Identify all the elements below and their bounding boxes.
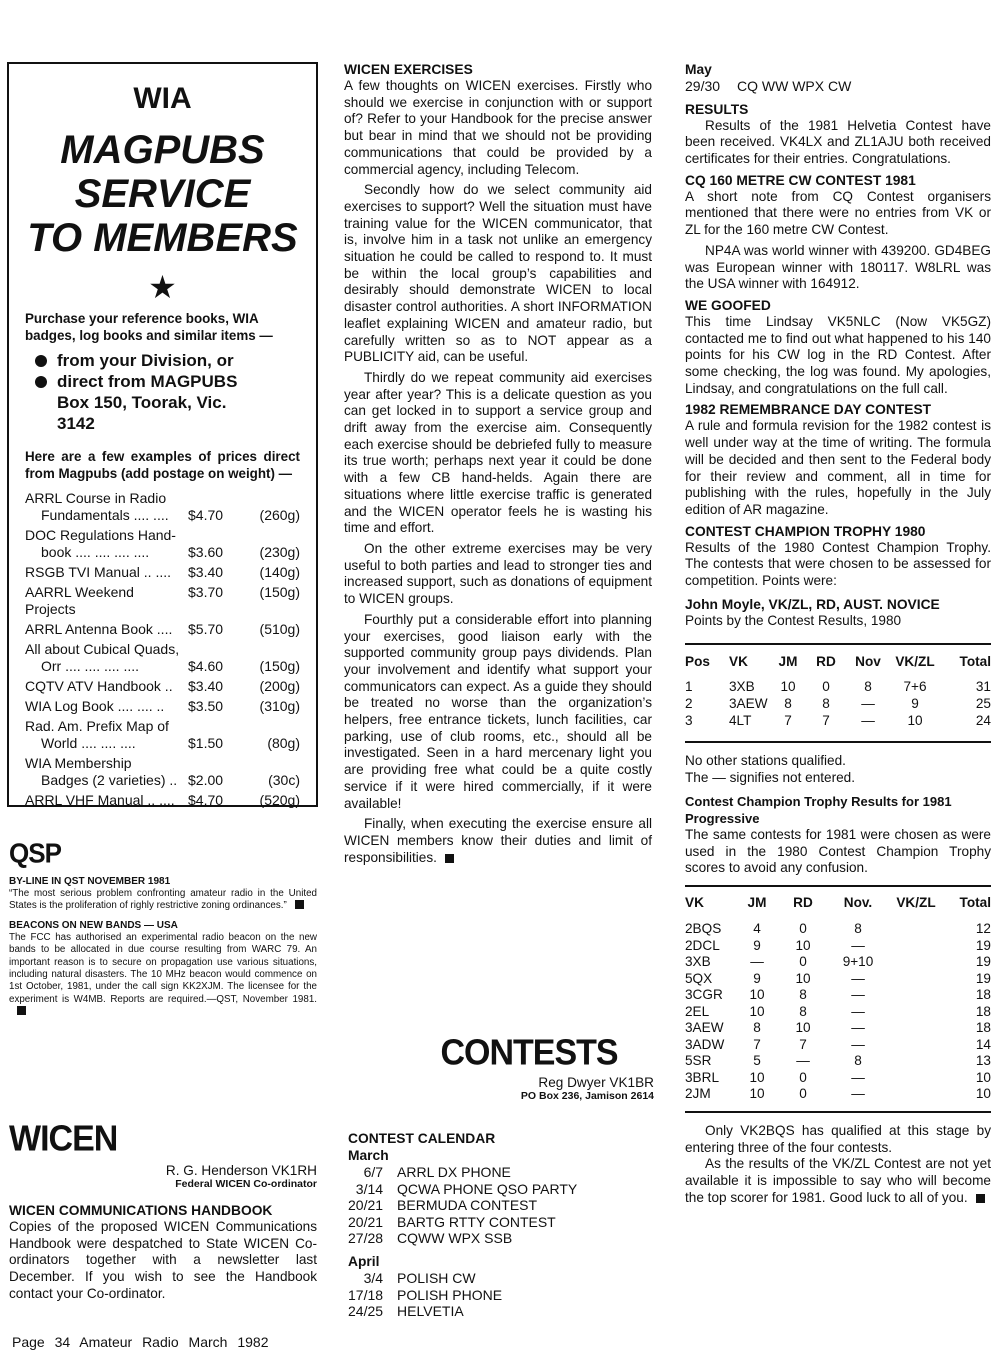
contest-calendar (348, 1130, 653, 1320)
table-cell: 8 (753, 1020, 761, 1036)
exercises-para: Finally, when executing the exercise ensure all WICEN members know their duties and limit of responsibilities. (344, 816, 652, 865)
calendar-date: 29/30 (685, 78, 721, 94)
column-header: Total (959, 894, 991, 910)
price-item (25, 792, 300, 812)
exercises-para: Fourthly put a considerable effort into planning your exercises, good liaison early with the supported community group pays dividends. Plan your involvement and identify what support your communicators can expect. As a guide they should be treated no worse than the organization’s helpers, free entrance tickets, lunch facilities, car parking, use of club rooms, etc., should all be investigated. Seen in a hard mercenary light you are providing free what could be a quite costly service if it were hired commercially, if it were available! (344, 611, 652, 811)
table-row (685, 921, 991, 938)
table-cell: 18 (975, 987, 991, 1003)
advert-title-1: MAGPUBS (60, 128, 265, 172)
calendar-row (348, 1303, 502, 1320)
table-cell (887, 1037, 945, 1054)
table-row (685, 712, 991, 729)
contests-logo: CONTESTS (440, 1033, 618, 1073)
table-cell (887, 1004, 945, 1021)
table-cell (887, 971, 945, 988)
price-value: $3.40 (188, 678, 224, 694)
table-cell: 14 (975, 1036, 991, 1052)
table-cell (887, 987, 945, 1004)
calendar-event: BERMUDA CONTEST (397, 1197, 538, 1214)
table-cell: 8 (854, 921, 862, 937)
table-cell: — (851, 987, 865, 1003)
advert-wia: WIA (133, 82, 192, 115)
price-item-name: Orr .... .... .... .... (41, 658, 140, 674)
advert-bullet: from your Division, or (35, 350, 300, 371)
contests-address: PO Box 236, Jamison 2614 (520, 1090, 654, 1102)
price-item-name: All about Cubical Quads, (25, 641, 180, 657)
table-cell: — (851, 1086, 865, 1102)
exercises-para: On the other extreme exercises may be very useful to both parties and lead to stronger ties and increased support, such as donations of equipment to WICEN groups. (344, 540, 652, 607)
results-heading: RESULTS (685, 101, 749, 117)
price-item (25, 641, 300, 678)
cq160-heading: CQ 160 METRE CW CONTEST 1981 (685, 172, 916, 188)
calendar-date: 3/4 (363, 1269, 384, 1286)
table-cell: 0 (799, 921, 807, 937)
star-icon: ★ (148, 269, 177, 305)
table-cell: 18 (975, 1020, 991, 1036)
table-cell: 3AEW (685, 1020, 724, 1036)
table-cell: 2 (685, 696, 693, 712)
handbook-heading: WICEN COMMUNICATIONS HANDBOOK (9, 1203, 273, 1218)
calendar-event: QCWA PHONE QSO PARTY (397, 1180, 578, 1197)
advert-intro: Purchase your reference books, WIA badges, log books and similar items — (25, 311, 273, 343)
price-list (25, 490, 300, 812)
price-value: $3.40 (188, 564, 224, 580)
end-text-1: Only VK2BQS has qualified at this stage by entering three of the four contests. (685, 1122, 991, 1155)
cq160-text-2: NP4A was world winner with 439200. GD4BEG was European winner with 180117. W8LRL was the USA winner with 164912. (685, 242, 991, 292)
table-cell: — (851, 1036, 865, 1052)
table-cell: 7 (799, 1036, 807, 1052)
table-cell: — (861, 713, 875, 729)
price-item-name: ARRL Antenna Book .... (25, 621, 173, 637)
price-weight: (150g) (259, 658, 300, 674)
contests-author: Reg Dwyer VK1BR (538, 1075, 654, 1090)
table-cell: 10 (780, 679, 796, 695)
price-item (25, 678, 300, 698)
qsp-heading-2: BEACONS ON NEW BANDS — USA (9, 919, 178, 931)
column-header: Nov (855, 654, 881, 670)
table-cell: 7+6 (903, 679, 927, 695)
table-cell: 5 (753, 1053, 761, 1069)
table-cell (887, 1053, 945, 1070)
right-column (685, 61, 991, 1211)
calendar-date: 17/18 (348, 1286, 384, 1303)
table-cell: 0 (799, 1086, 807, 1102)
qsp-heading-1: BY-LINE IN QST NOVEMBER 1981 (9, 876, 171, 887)
price-value: $4.70 (188, 792, 224, 808)
table-cell: 0 (822, 679, 830, 695)
table-cell: 0 (799, 954, 807, 970)
advert-title-3: TO MEMBERS (27, 216, 298, 260)
qsp-section (9, 838, 317, 1019)
table-cell: 7 (784, 713, 792, 729)
table-header (685, 653, 991, 670)
table-cell: 2DCL (685, 937, 720, 953)
price-value: $4.60 (188, 658, 224, 674)
end-mark-icon (295, 900, 304, 909)
table-cell (887, 921, 945, 938)
exercises-heading: WICEN EXERCISES (344, 62, 473, 77)
calendar-date: 24/25 (348, 1303, 384, 1320)
table-cell: 12 (975, 921, 991, 937)
calendar-event: HELVETIA (397, 1303, 464, 1320)
price-value: $2.00 (188, 772, 224, 788)
column-header: Nov. (843, 894, 873, 910)
moyle-heading: John Moyle, VK/ZL, RD, AUST. NOVICE (685, 596, 940, 612)
table-cell: 25 (975, 696, 991, 712)
calendar-date: 6/7 (363, 1164, 384, 1180)
column-header: VK/ZL (895, 654, 935, 670)
table-cell: 7 (822, 713, 830, 729)
table-cell: 9 (753, 937, 761, 953)
price-item-name: ARRL Course in Radio (25, 490, 167, 506)
table-note-1: No other stations qualified. (685, 753, 846, 769)
table-cell: 2BQS (685, 921, 722, 937)
table-row (685, 987, 991, 1004)
table-cell: — (861, 696, 875, 712)
column-header: VK (729, 654, 748, 670)
table-cell: — (851, 1069, 865, 1085)
table-cell: 13 (975, 1053, 991, 1069)
magpubs-advert (7, 62, 318, 807)
price-item (25, 564, 300, 584)
table-row (685, 1086, 991, 1103)
table-row (685, 1053, 991, 1070)
price-item (25, 718, 300, 755)
table-cell: 2JM (685, 1086, 711, 1102)
calendar-date: 3/14 (355, 1180, 384, 1197)
end-mark-icon (976, 1194, 985, 1203)
price-item (25, 698, 300, 718)
price-item-name: CQTV ATV Handbook .. (25, 678, 173, 694)
price-weight: (520g) (259, 792, 300, 808)
table-cell: 10 (749, 1086, 765, 1102)
table-cell: 10 (907, 713, 923, 729)
price-weight: (30c) (268, 772, 300, 788)
table-cell: 8 (784, 696, 792, 712)
price-weight: (260g) (259, 507, 300, 523)
table-row (685, 678, 991, 695)
column-header: VK/ZL (896, 894, 936, 910)
table-cell: 5SR (685, 1053, 712, 1069)
wicen-section (9, 1120, 317, 1307)
moyle-text: Points by the Contest Results, 1980 (685, 612, 902, 628)
bullet-icon (35, 355, 47, 367)
rd-heading: 1982 REMEMBRANCE DAY CONTEST (685, 402, 932, 418)
month-march: March (348, 1148, 389, 1163)
column-header: Pos (685, 654, 710, 670)
table-cell: 1 (685, 679, 693, 695)
table-cell: 8 (799, 987, 807, 1003)
table-cell (887, 954, 945, 971)
price-item (25, 621, 300, 641)
price-weight: (230g) (259, 544, 300, 560)
table-row (685, 1037, 991, 1054)
calendar-event: POLISH CW (397, 1269, 476, 1286)
calendar-row (348, 1214, 577, 1231)
table-cell (887, 1020, 945, 1037)
table-cell: 10 (795, 1020, 811, 1036)
calendar-row (348, 1197, 577, 1214)
table-cell: 3XB (685, 954, 711, 970)
results-text: Results of the 1981 Helvetia Contest have been received. VK4LX and ZL1AJU both received certificates for their entries. Congratulations. (685, 117, 991, 166)
table-cell: 4LT (729, 713, 752, 729)
table-row (685, 1004, 991, 1021)
table-cell: 2EL (685, 1003, 710, 1019)
calendar-event: ARRL DX PHONE (397, 1164, 511, 1180)
table-cell: 24 (975, 713, 991, 729)
exercises-para: Thirdly do we repeat community aid exercises year after year? This is a delicate question as you can get locked in to support a service group and drift away from the exercise aim. Consequently each exercise should be debriefed fully to measure its true worth; perhaps next year it could be done with a few CB hand-helds. Again there are situations where little exercise traffic is generated and the WICEN operator feels he is wasting his time and effort. (344, 369, 652, 536)
table-cell: — (851, 1003, 865, 1019)
table-cell: — (851, 970, 865, 986)
end-text-2: As the results of the VK/ZL Contest are not yet available it is impossible to say who will become the top scorer for 1981. Good luck to all of you. (685, 1156, 991, 1205)
table-row (685, 938, 991, 955)
table-cell: 3BRL (685, 1069, 720, 1085)
wicen-logo: WICEN (9, 1119, 118, 1159)
month-may: May (685, 62, 712, 77)
price-item-name: ARRL VHF Manual .. .... (25, 792, 175, 808)
price-weight: (80g) (267, 735, 300, 751)
cq160-text-1: A short note from CQ Contest organisers mentioned that there were no entries from VK or ZL for the 160 metre CW Contest. (685, 188, 991, 238)
calendar-row (348, 1230, 577, 1247)
table-cell: 9+10 (842, 954, 874, 970)
calendar-event: CQ WW WPX CW (737, 78, 852, 94)
table-cell: 5QX (685, 970, 713, 986)
calendar-row (348, 1164, 577, 1181)
table-cell (887, 938, 945, 955)
advert-bullet: direct from MAGPUBS Box 150, Toorak, Vic. 3142 (35, 371, 265, 434)
calendar-heading: CONTEST CALENDAR (348, 1131, 496, 1146)
price-item-name: WIA Log Book .... .... .. (25, 698, 165, 714)
price-value: $3.70 (188, 584, 224, 600)
results-1980-table (685, 653, 991, 729)
bullet-icon (35, 376, 47, 388)
qsp-logo: QSP (9, 837, 61, 869)
progressive-text: The same contests for 1981 were chosen as were used in the 1980 Contest Champion Trophy scores to avoid any confusion. (685, 826, 991, 876)
table-cell: 19 (975, 937, 991, 953)
price-item-name: WIA Membership (25, 755, 132, 771)
goofed-heading: WE GOOFED (685, 297, 771, 313)
advert-examples: Here are a few examples of prices direct from Magpubs (add postage on weight) — (25, 449, 300, 481)
table-cell (887, 1086, 945, 1103)
qsp-text-1: “The most serious problem confronting amateur radio in the United States is the proliferation of righly restrictive zoning ordinances.” (9, 888, 317, 912)
table-cell: 19 (975, 970, 991, 986)
column-header: RD (816, 654, 836, 670)
table-cell: 10 (749, 987, 765, 1003)
price-item-name: book .... .... .... .... (41, 544, 150, 560)
price-weight: (140g) (259, 564, 300, 580)
column-header: Total (959, 654, 991, 670)
table-cell: — (796, 1053, 810, 1069)
price-item-name: Fundamentals .... .... (41, 507, 169, 523)
price-item (25, 584, 300, 621)
table-note-2: The — signifies not entered. (685, 770, 856, 786)
exercises-para: Secondly how do we select community aid exercises to support? Well the situation must have training value for the WICEN communicator, that is, involve him in a task not unlike an emergency situation he could be called to respond to. It must be within the local group’s capabilities and desirably should demonstrate WICEN to local disaster control authorities. A short INFORMATION leaflet explaining WICEN and amateur radio, but carefully written so as to NOT appear as a PUBLICITY aid, can be useful. (344, 182, 652, 365)
calendar-date: 20/21 (348, 1197, 384, 1214)
table-row (685, 954, 991, 971)
table-row (685, 971, 991, 988)
qsp-text-2: The FCC has authorised an experimental radio beacon on the new bands to be allocated in due course resulting from WARC 79. An important reason is to secure on propagation use various situations, including natural disasters. The 10 MHz beacon would commence on 1st October, 1981, under the call sign KK2XJM. The licensee for the experiment is W4MB. Reports are required.—QST, November 1981. (9, 932, 317, 1019)
exercises-para: A few thoughts on WICEN exercises. Firstly who should we exercise in conjunction with or support of? Refer to your Handbook for the precise answer but bear in mind that we should not be providing communications that could be provided by a commercial agency, including Telecom. (344, 78, 652, 177)
calendar-row (685, 78, 851, 95)
calendar-date: 20/21 (348, 1213, 384, 1230)
price-item (25, 527, 300, 564)
advert-title-2: SERVICE (74, 172, 251, 216)
end-mark-icon (445, 854, 454, 863)
handbook-text: Copies of the proposed WICEN Communications Handbook were despatched to State WICEN Co-ordinators together with a newsletter last December. If you wish to see the Handbook contact your Co-ordinator. (9, 1219, 317, 1301)
table-cell: 31 (975, 679, 991, 695)
column-header: VK (685, 894, 704, 910)
price-item-name: Rad. Am. Prefix Map of (25, 718, 169, 734)
table-cell: — (851, 937, 865, 953)
table-cell: 3AEW (729, 696, 768, 712)
table-row (685, 1070, 991, 1087)
calendar-may (685, 78, 851, 95)
column-header: RD (793, 894, 813, 910)
price-item-name: RSGB TVI Manual .. .... (25, 564, 172, 580)
price-item-name: DOC Regulations Hand- (25, 527, 176, 543)
price-weight: (310g) (259, 698, 300, 714)
column-header: JM (747, 894, 767, 910)
table-cell: 7 (753, 1036, 761, 1052)
table-cell: 8 (822, 696, 830, 712)
price-value: $3.50 (188, 698, 224, 714)
contests-header (344, 1034, 654, 1102)
table-cell: 8 (799, 1003, 807, 1019)
table-cell: 8 (854, 1053, 862, 1069)
wicen-role: Federal WICEN Co-ordinator (175, 1178, 317, 1190)
month-april: April (348, 1253, 380, 1269)
table-cell: 10 (749, 1003, 765, 1019)
calendar-row (348, 1287, 502, 1304)
calendar-march (348, 1164, 577, 1247)
price-value: $4.70 (188, 507, 224, 523)
calendar-event: POLISH PHONE (397, 1286, 503, 1303)
price-value: $5.70 (188, 621, 224, 637)
price-item (25, 755, 300, 792)
table-row (685, 1020, 991, 1037)
exercises-section (344, 61, 652, 870)
table-cell: 3XB (729, 679, 755, 695)
table-cell: 0 (799, 1069, 807, 1085)
table-cell: 4 (753, 921, 761, 937)
table-cell: 3CGR (685, 987, 723, 1003)
table-cell: 9 (753, 970, 761, 986)
calendar-row (348, 1181, 577, 1198)
price-weight: (200g) (259, 678, 300, 694)
cct-text: Results of the 1980 Contest Champion Trophy. The contests that were chosen to be assessed for competition. Points were: (685, 539, 991, 589)
goofed-text: This time Lindsay VK5NLC (Now VK5GZ) contacted me to find out what happened to his 140 points for his CW log in the RD Contest. After some checking, the log was found. My apologies, Lindsay, and congratulations on the full call. (685, 313, 991, 396)
table-cell (887, 1070, 945, 1087)
rd-text: A rule and formula revision for the 1982 contest is well under way at the time of writing. The formula will be decided and then sent to the Federal body for their review and comment, all in time for publishing with the rules, hopefully in the July edition of AR magazine. (685, 418, 991, 517)
calendar-april (348, 1270, 502, 1320)
table-cell: 3ADW (685, 1036, 725, 1052)
table-cell: 10 (749, 1069, 765, 1085)
progressive-heading: Contest Champion Trophy Results for 1981 Progressive (685, 793, 952, 826)
end-mark-icon (17, 1006, 26, 1015)
table-cell: — (851, 1020, 865, 1036)
table-header (685, 895, 991, 912)
price-item (25, 490, 300, 527)
table-cell: 9 (911, 696, 919, 712)
price-weight: (510g) (259, 621, 300, 637)
page-footer: Page 34 Amateur Radio March 1982 (12, 1334, 269, 1350)
price-value: $1.50 (188, 735, 224, 751)
table-cell: 8 (864, 679, 872, 695)
column-header: JM (778, 654, 798, 670)
wicen-author: R. G. Henderson VK1RH (165, 1163, 317, 1178)
calendar-row (348, 1270, 502, 1287)
price-item-name: Badges (2 varieties) .. (41, 772, 178, 788)
table-cell: 10 (795, 970, 811, 986)
table-cell: 18 (975, 1003, 991, 1019)
table-cell: — (750, 954, 764, 970)
table-cell: 10 (795, 937, 811, 953)
table-cell: 10 (975, 1086, 991, 1102)
table-row (685, 695, 991, 712)
price-item-name: AARRL Weekend Projects (25, 584, 134, 617)
price-item-name: World .... .... .... (41, 735, 136, 751)
table-cell: 10 (975, 1069, 991, 1085)
table-cell: 19 (975, 954, 991, 970)
calendar-event: CQWW WPX SSB (397, 1230, 513, 1247)
calendar-date: 27/28 (348, 1230, 384, 1247)
table-cell: 3 (685, 713, 693, 729)
price-weight: (150g) (259, 584, 300, 600)
results-1981-table (685, 895, 991, 1103)
price-value: $3.60 (188, 544, 224, 560)
calendar-event: BARTG RTTY CONTEST (397, 1213, 556, 1230)
cct-heading: CONTEST CHAMPION TROPHY 1980 (685, 523, 926, 539)
